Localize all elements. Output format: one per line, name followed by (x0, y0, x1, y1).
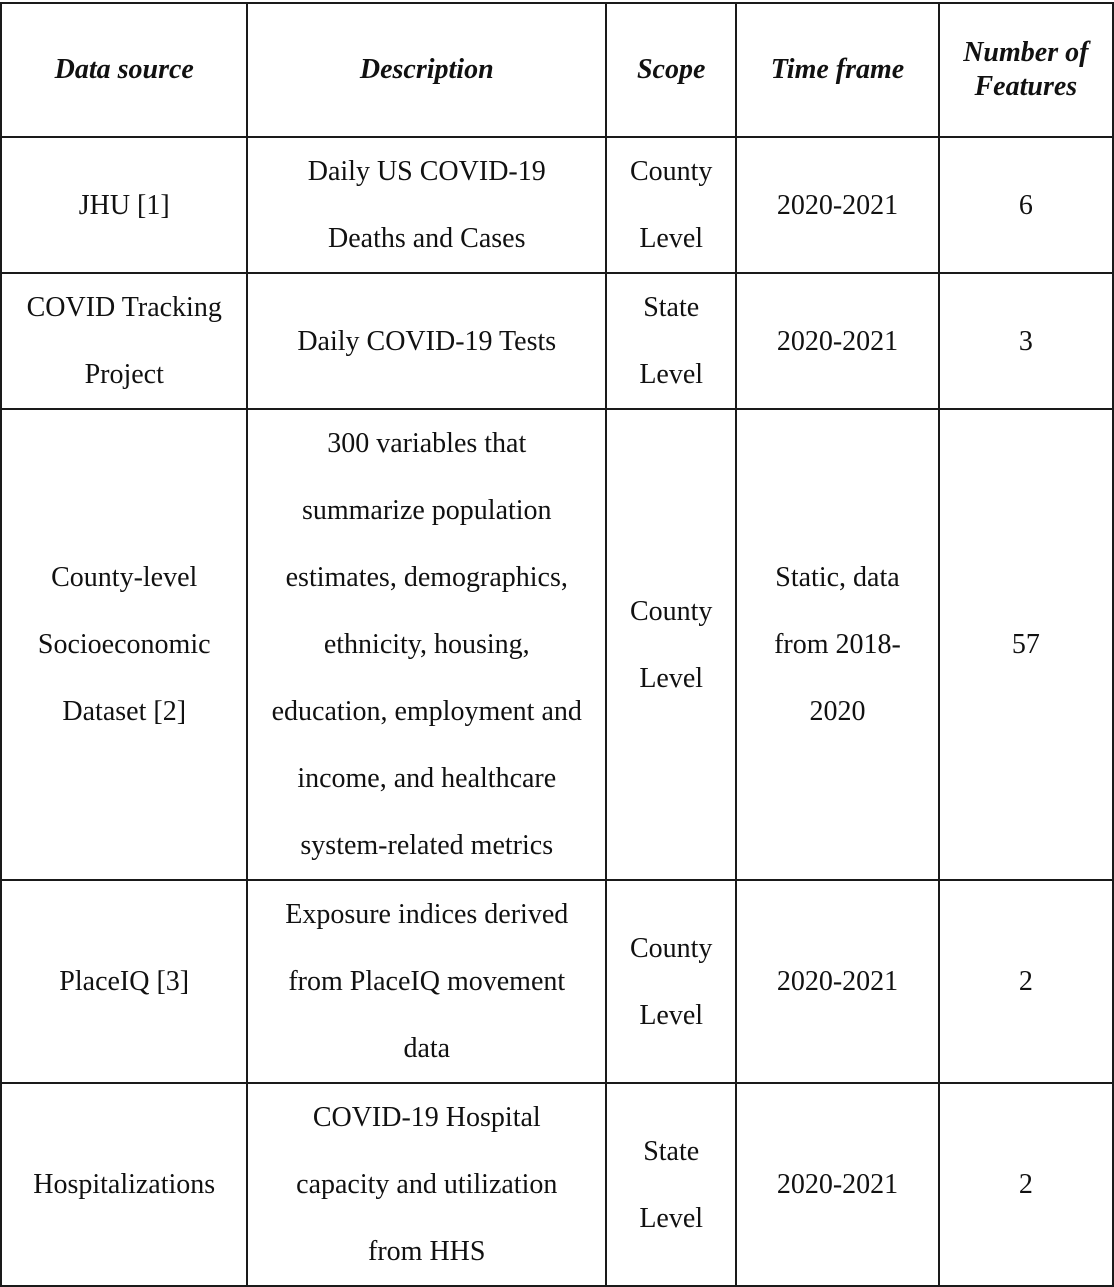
cell-number-of-features: 6 (939, 137, 1113, 273)
data-sources-table (0, 2, 1114, 1287)
cell-time-frame-line: 2020 (809, 696, 866, 727)
cell-data-source-line: JHU [1] (78, 189, 170, 221)
cell-description (247, 137, 606, 273)
cell-description-line: 300 variables that (327, 428, 527, 459)
cell-scope-line: County (629, 595, 713, 627)
cell-time-frame-line: 2020-2021 (776, 1169, 899, 1200)
cell-scope (606, 1083, 736, 1286)
cell-number-of-features: 2 (939, 1083, 1113, 1286)
cell-time-frame (736, 409, 938, 880)
cell-description (247, 273, 606, 409)
header-row (1, 3, 1113, 137)
cell-data-source-line: PlaceIQ [3] (59, 966, 190, 997)
cell-scope-line: County (629, 156, 713, 187)
cell-time-frame (736, 880, 938, 1083)
cell-data-source-line: Dataset [2] (62, 696, 187, 727)
cell-data-source (1, 1083, 247, 1286)
cell-scope-line: County (629, 932, 713, 964)
cell-description-line: summarize population (301, 495, 552, 526)
cell-time-frame-line: 2020-2021 (776, 189, 899, 221)
cell-data-source (1, 880, 247, 1083)
cell-data-source-line: Socioeconomic (37, 629, 211, 660)
table-row (1, 273, 1113, 409)
header-data-source: Data source (1, 3, 247, 137)
cell-description (247, 1083, 606, 1286)
cell-scope (606, 880, 736, 1083)
header-number-of-features (939, 3, 1113, 137)
cell-time-frame (736, 1083, 938, 1286)
cell-description-line: education, employment and (271, 696, 582, 727)
cell-time-frame (736, 137, 938, 273)
cell-scope (606, 273, 736, 409)
cell-description-line: Daily US COVID-19 (307, 156, 546, 187)
cell-time-frame-line: Static, data (775, 562, 900, 593)
cell-data-source (1, 273, 247, 409)
cell-description-line: capacity and utilization (296, 1169, 558, 1200)
cell-number-of-features: 57 (939, 409, 1113, 880)
cell-description-line: from PlaceIQ movement (288, 966, 566, 997)
table-row (1, 1083, 1113, 1286)
header-features-line: Number of (963, 37, 1089, 68)
cell-description-line: from HHS (368, 1236, 486, 1267)
cell-scope (606, 409, 736, 880)
cell-time-frame-line: 2020-2021 (776, 966, 899, 997)
cell-description-line: Exposure indices derived (285, 899, 569, 930)
cell-time-frame-line: 2020-2021 (776, 325, 899, 357)
cell-description-line: income, and healthcare (297, 763, 557, 794)
cell-scope-line: Level (639, 1202, 704, 1234)
header-features-line: Features (974, 71, 1078, 102)
cell-description-line: system-related metrics (300, 830, 554, 861)
cell-data-source-line: County-level (51, 562, 198, 593)
cell-number-of-features: 2 (939, 880, 1113, 1083)
header-description: Description (247, 3, 606, 137)
cell-data-source-line: Project (84, 359, 164, 390)
cell-description-line: ethnicity, housing, (323, 629, 530, 660)
cell-description-line: estimates, demographics, (285, 562, 568, 593)
cell-time-frame-line: from 2018- (774, 629, 901, 660)
cell-description (247, 880, 606, 1083)
cell-scope-line: State (643, 292, 700, 323)
cell-data-source-line: COVID Tracking (26, 292, 222, 323)
cell-data-source-line: Hospitalizations (33, 1169, 216, 1200)
cell-data-source (1, 137, 247, 273)
cell-scope-line: Level (639, 359, 704, 390)
cell-description-line: Daily COVID-19 Tests (297, 325, 557, 357)
cell-description-line: data (403, 1033, 451, 1064)
cell-number-of-features: 3 (939, 273, 1113, 409)
cell-description (247, 409, 606, 880)
table-row (1, 137, 1113, 273)
cell-scope (606, 137, 736, 273)
cell-scope-line: Level (639, 662, 704, 694)
cell-scope-line: Level (639, 999, 704, 1031)
cell-scope-line: State (643, 1135, 700, 1167)
table-row (1, 880, 1113, 1083)
cell-description-line: Deaths and Cases (328, 223, 526, 254)
cell-scope-line: Level (639, 223, 704, 254)
header-scope: Scope (606, 3, 736, 137)
cell-time-frame (736, 273, 938, 409)
cell-description-line: COVID-19 Hospital (312, 1102, 541, 1133)
header-time-frame: Time frame (736, 3, 938, 137)
cell-data-source (1, 409, 247, 880)
table-row (1, 409, 1113, 880)
